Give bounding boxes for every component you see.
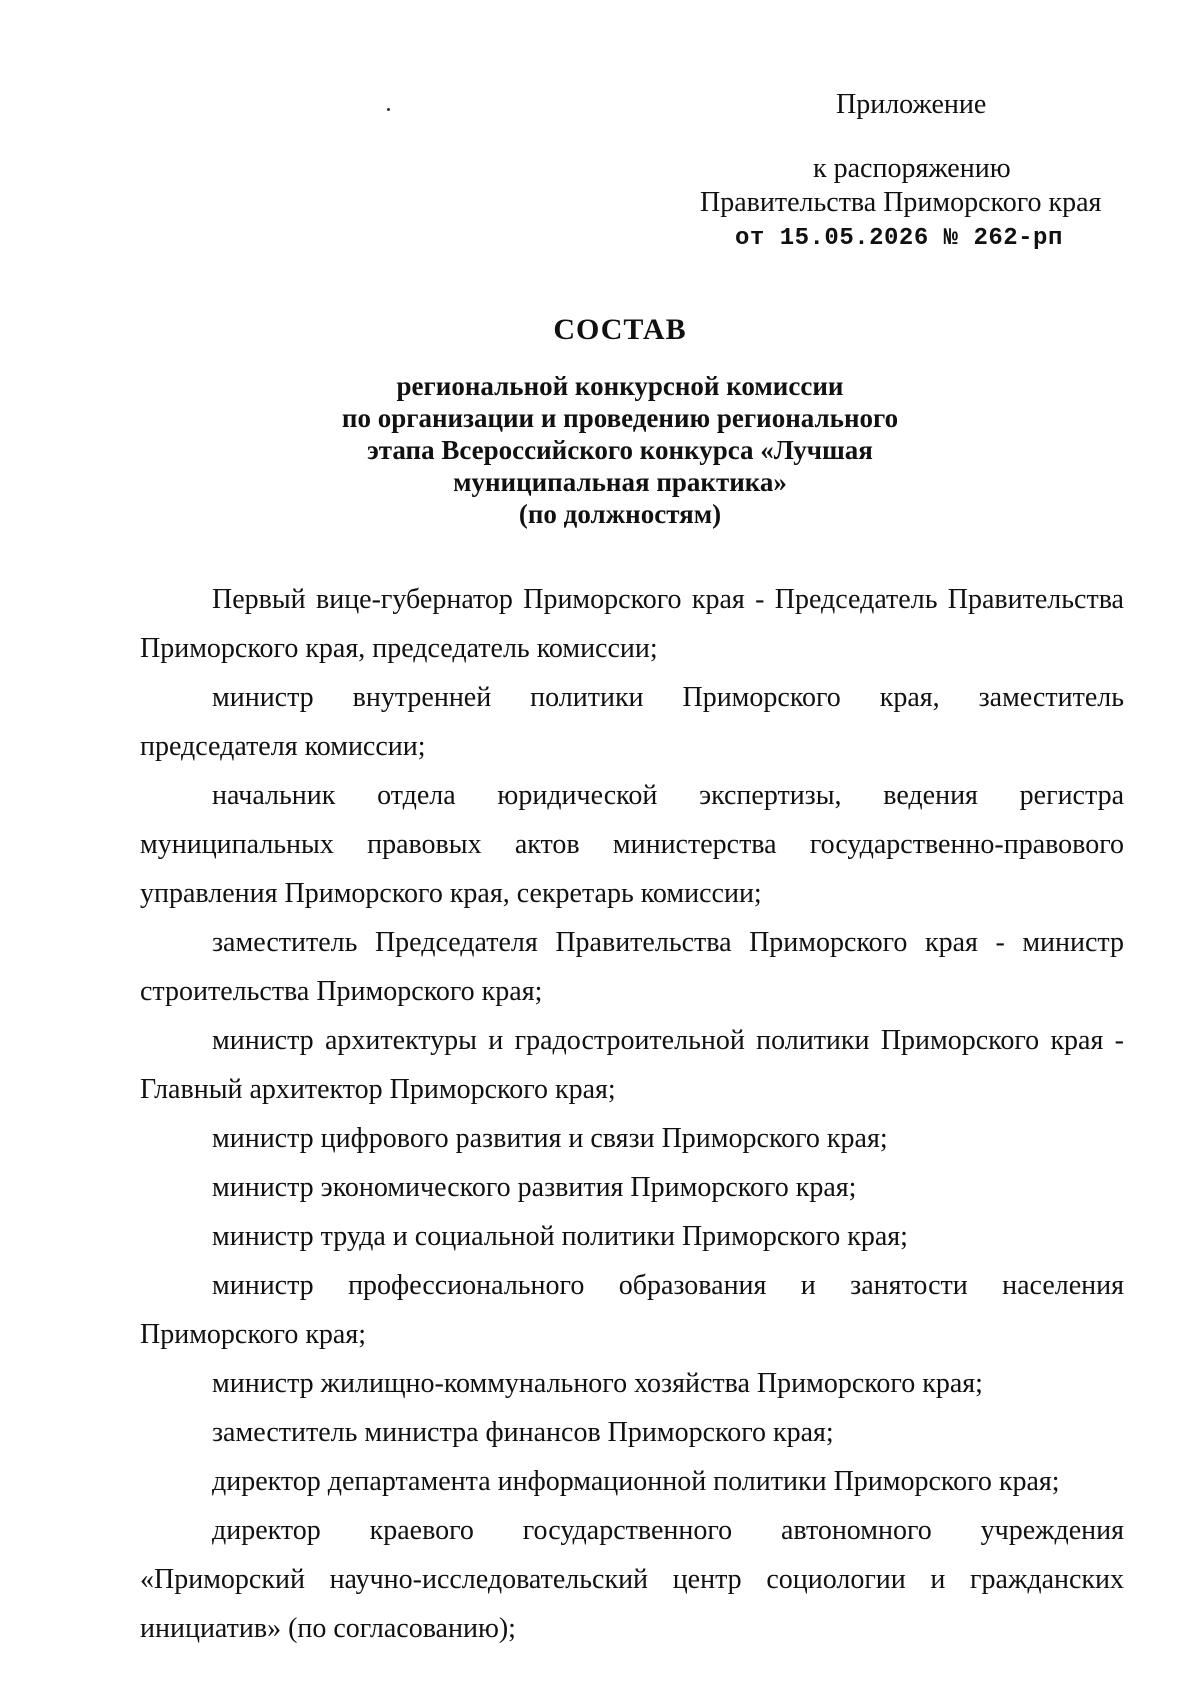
heading-line-2: по организации и проведению регионального xyxy=(341,403,899,433)
member-item: министр архитектуры и градостроительной политики Приморского края - Главный архитектор Приморского края; xyxy=(140,1025,1124,1105)
annex-reference xyxy=(700,152,1120,220)
heading-line-5: (по должностям) xyxy=(518,499,722,529)
heading-title: СОСТАВ xyxy=(553,313,687,346)
annex-date-number: от 15.05.2026 № 262-рп xyxy=(735,225,1063,252)
annex-line-1: к распоряжению xyxy=(813,153,1011,184)
heading-line-3: этапа Всероссийского конкурса «Лучшая xyxy=(367,435,873,465)
member-item: Первый вице-губернатор Приморского края - Председатель Правительства Приморского края, председатель комиссии; xyxy=(140,584,1124,664)
annex-line-2: Правительства Приморского края xyxy=(700,187,1102,218)
scan-dot xyxy=(387,108,390,111)
member-item: заместитель Председателя Правительства Приморского края - министр строительства Приморского края; xyxy=(140,927,1124,1007)
member-item: директор департамента информационной политики Приморского края; xyxy=(212,1466,1060,1497)
member-item: министр экономического развития Приморского края; xyxy=(212,1172,857,1203)
member-item: министр внутренней политики Приморского края, заместитель председателя комиссии; xyxy=(140,682,1124,762)
document-heading xyxy=(0,312,1200,530)
heading-line-1: региональной конкурсной комиссии xyxy=(396,371,844,401)
heading-line-4: муниципальная практика» xyxy=(453,467,787,497)
member-item: министр профессионального образования и занятости населения Приморского края; xyxy=(140,1270,1124,1350)
member-item: заместитель министра финансов Приморского края; xyxy=(212,1417,834,1448)
member-item: министр жилищно-коммунального хозяйства Приморского края; xyxy=(212,1368,983,1399)
member-item: директор краевого государственного автономного учреждения «Приморский научно-исследовательский центр социологии и гражданских инициатив» (по согласованию); xyxy=(140,1515,1124,1644)
annex-title: Приложение xyxy=(836,89,987,120)
member-item: министр цифрового развития и связи Приморского края; xyxy=(212,1123,888,1154)
members-list xyxy=(140,575,1124,1653)
member-item: министр труда и социальной политики Приморского края; xyxy=(212,1221,908,1252)
member-item: начальник отдела юридической экспертизы, ведения регистра муниципальных правовых актов министерства государственно-правового управления Приморского края, секретарь комиссии; xyxy=(140,780,1124,909)
